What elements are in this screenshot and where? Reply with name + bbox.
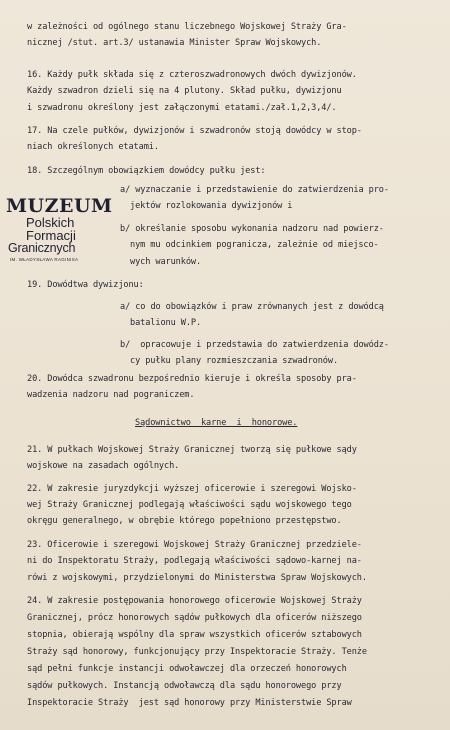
text-line: 21. W pułkach Wojskowej Straży Granicznej tworzą się pułkowe sądy <box>27 445 357 455</box>
logo-subtitle: IM. WŁADYSŁAWA RAGINISA <box>10 257 79 262</box>
text-line: niach określonych etatami. <box>27 142 159 152</box>
text-line: a/ wyznaczanie i przedstawienie do zatwierdzenia pro- <box>120 185 389 195</box>
text-line: w zależności od ogólnego stanu liczebnego Wojskowej Straży Gra- <box>27 22 347 32</box>
text-line: i szwadronu określony jest załączonymi etatami./zał.1,2,3,4/. <box>27 103 337 113</box>
text-line: 24. W zakresie postępowania honorowego oficerowie Wojskowej Straży <box>27 596 362 606</box>
text-line: jektów rozlokowania dywizjonów i <box>130 201 293 211</box>
text-line: Inspektoracie Straży jest sąd honorowy przy Ministerstwie Spraw <box>27 698 352 708</box>
text-line: b/ określanie sposobu wykonania nadzoru nad powierz- <box>120 224 384 234</box>
museum-watermark-logo <box>4 195 116 267</box>
text-line: stopnia, obierają wspólny dla spraw wszystkich oficerów sztabowych <box>27 630 362 640</box>
text-line: 23. Oficerowie i szeregowi Wojskowej Straży Granicznej przedziele- <box>27 540 362 550</box>
text-line: sąd pełni funkcje instancji odwoławczej dla orzeczeń honorowych <box>27 664 347 674</box>
text-line: rówi z wojskowymi, przydzielonymi do Ministerstwa Spraw Wojskowych. <box>27 573 367 583</box>
text-line: ni do Inspektoratu Straży, podlegają właściwości sądowo-karnej na- <box>27 556 362 566</box>
text-line: batalionu W.P. <box>130 318 202 328</box>
text-line: nym mu odcinkiem pogranicza, zależnie od miejsco- <box>130 240 379 250</box>
text-line: Granicznej, prócz honorowych sądów pułkowych dla oficerów niższego <box>27 613 362 623</box>
logo-title: MUZEUM <box>6 195 113 217</box>
text-line: Każdy szwadron dzieli się na 4 plutony. Skład pułku, dywizjonu <box>27 86 342 96</box>
text-line: wych warunków. <box>130 257 202 267</box>
text-line: Straży sąd honorowy, funkcjonujący przy Inspektoracie Straży. Tenże <box>27 647 367 657</box>
logo-line: Granicznych <box>8 241 76 255</box>
text-line: 18. Szczególnym obowiązkiem dowódcy pułku jest: <box>27 166 266 176</box>
text-line: nicznej /stut. art.3/ ustanawia Minister Spraw Wojskowych. <box>27 38 322 48</box>
text-line: a/ co do obowiązków i praw zrównanych jest z dowódcą <box>120 302 384 312</box>
text-line: b/ opracowuje i przedstawia do zatwierdzenia dowódz- <box>120 340 389 350</box>
text-line: okręgu generalnego, w obrębie którego popełniono przestępstwo. <box>27 516 342 526</box>
logo-line: Formacji <box>26 228 76 243</box>
text-line: 17. Na czele pułków, dywizjonów i szwadronów stoją dowódcy w stop- <box>27 126 362 136</box>
text-line: 19. Dowódtwa dywizjonu: <box>27 280 144 290</box>
logo-line: Polskich <box>26 215 75 230</box>
section-heading: Sądownictwo karne i honorowe. <box>135 418 298 428</box>
text-line: 16. Każdy pułk składa się z czteroszwadronowych dwóch dywizjonów. <box>27 70 357 80</box>
text-line: wej Straży Granicznej podlegają właściwości sądu wojskowego tego <box>27 500 352 510</box>
text-line: wojskowe na zasadach ogólnych. <box>27 461 180 471</box>
text-line: wadzenia nadzoru nad pograniczem. <box>27 390 195 400</box>
text-line: sądów pułkowych. Instancją odwoławczą dla sądu honorowego przy <box>27 681 342 691</box>
text-line: 22. W zakresie juryzdykcji wyższej oficerowie i szeregowi Wojsko- <box>27 484 357 494</box>
text-line: 20. Dowódca szwadronu bezpośrednio kieruje i określa sposoby pra- <box>27 374 357 384</box>
text-line: cy pułku plany rozmieszczania szwadronów. <box>130 356 339 366</box>
